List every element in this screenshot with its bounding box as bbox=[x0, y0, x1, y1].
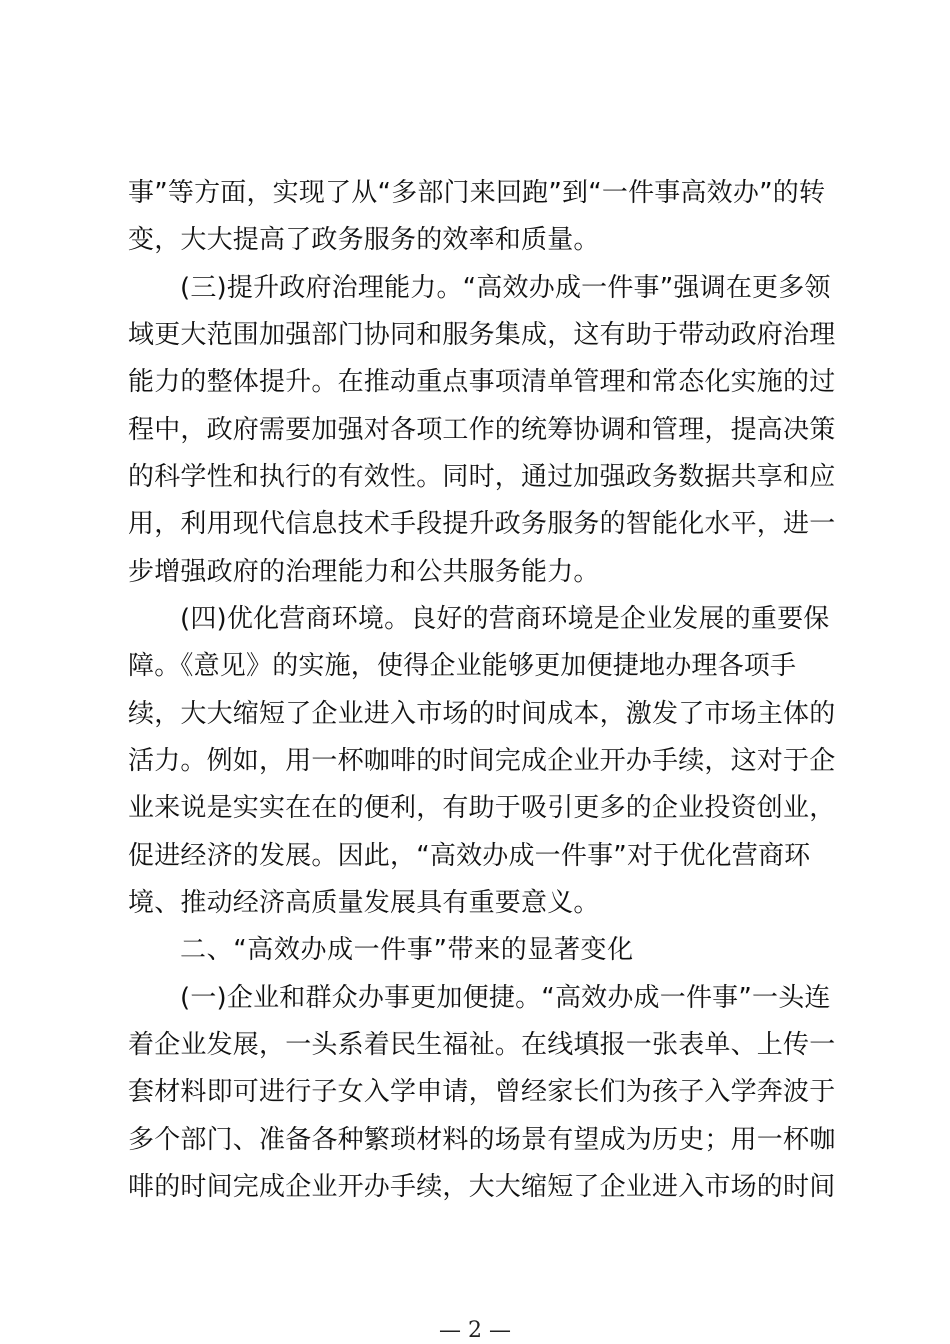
text-line: 用，利用现代信息技术手段提升政务服务的智能化水平，进一 bbox=[128, 509, 836, 539]
text-line: 境、推动经济高质量发展具有重要意义。 bbox=[128, 888, 600, 918]
text-line: 套材料即可进行子女入学申请，曾经家长们为孩子入学奔波于 bbox=[128, 1077, 836, 1107]
text-line: 续，大大缩短了企业进入市场的时间成本，激发了市场主体的 bbox=[128, 699, 836, 729]
text-line: 多个部门、准备各种繁琐材料的场景有望成为历史；用一杯咖 bbox=[128, 1125, 836, 1155]
text-line: 活力。例如，用一杯咖啡的时间完成企业开办手续，这对于企 bbox=[128, 746, 836, 776]
text-line: 的科学性和执行的有效性。同时，通过加强政务数据共享和应 bbox=[128, 462, 836, 492]
text-line: 业来说是实实在在的便利，有助于吸引更多的企业投资创业， bbox=[128, 793, 836, 823]
text-line: 域更大范围加强部门协同和服务集成，这有助于带动政府治理 bbox=[128, 320, 836, 350]
text-line: 程中，政府需要加强对各项工作的统筹协调和管理，提高决策 bbox=[128, 415, 836, 445]
text-line: 事”等方面，实现了从“多部门来回跑”到“一件事高效办”的转 bbox=[128, 178, 826, 208]
text-line: 着企业发展，一头系着民生福祉。在线填报一张表单、上传一 bbox=[128, 1030, 836, 1060]
text-line: 变，大大提高了政务服务的效率和质量。 bbox=[128, 225, 600, 255]
text-line: 障。《意见》的实施，使得企业能够更加便捷地办理各项手 bbox=[128, 651, 797, 681]
page-number: — 2 — bbox=[439, 1318, 511, 1343]
text-line: 能力的整体提升。在推动重点事项清单管理和常态化实施的过 bbox=[128, 367, 836, 397]
section-heading: 二、“高效办成一件事”带来的显著变化 bbox=[180, 935, 634, 965]
paragraph-start-line: (三)提升政府治理能力。“高效办成一件事”强调在更多领 bbox=[180, 273, 831, 303]
paragraph-start-line: (四)优化营商环境。良好的营商环境是企业发展的重要保 bbox=[180, 604, 830, 634]
text-line: 促进经济的发展。因此，“高效办成一件事”对于优化营商环 bbox=[128, 841, 811, 871]
paragraph-start-line: (一)企业和群众办事更加便捷。“高效办成一件事”一头连 bbox=[180, 983, 831, 1013]
text-line: 步增强政府的治理能力和公共服务能力。 bbox=[128, 557, 600, 587]
text-line: 啡的时间完成企业开办手续，大大缩短了企业进入市场的时间 bbox=[128, 1172, 836, 1202]
